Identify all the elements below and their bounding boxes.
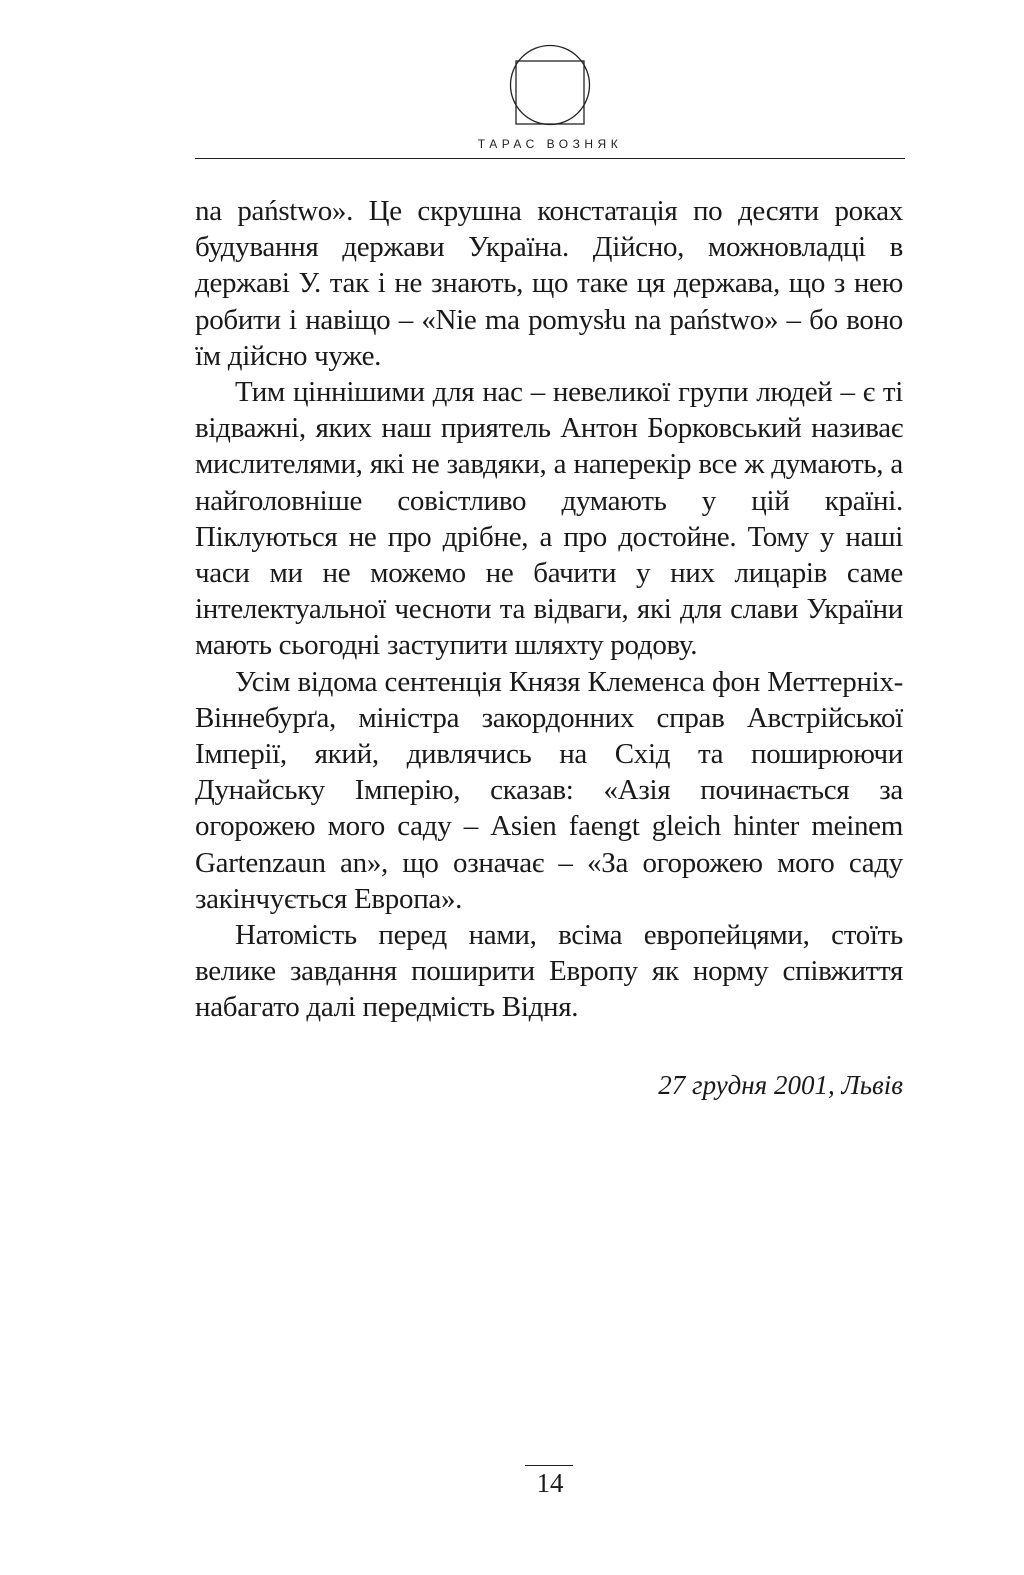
series-logo-icon — [509, 44, 591, 126]
date-place-signature: 27 грудня 2001, Львів — [658, 1070, 903, 1100]
paragraph-3: Усім відома сентенція Князя Клеменса фон Меттерніх-Віннебурґа, міністра закордонних справ Австрійської Імперії, який, дивлячись на Схід та поширюючи Дунайську Імперію, сказав: «Азія починається за огорожею мого саду – Asien faengt gleich hinter meinem Gartenzaun an», що означає – «За огорожею мого саду закінчується Европа». — [195, 665, 903, 915]
paragraph-4: Натомість перед нами, всіма европейцями, стоїть велике завдання поширити Европу як норму співжиття набагато далі передмість Відня. — [195, 919, 903, 1024]
paragraph-1: na państwo». Це скрушна констатація по десяти роках будування держави Україна. Дійсно, можновладці в державі У. так і не знають, що таке ця держава, що з нею робити і навіщо – «Nie ma pomysłu na państwo» – бо воно їм дійсно чуже. — [195, 195, 903, 372]
page-number-rule — [525, 1465, 573, 1466]
main-text — [195, 193, 903, 1026]
paragraph-2: Тим ціннішими для нас – невеликої групи людей – є ті відважні, яких наш приятель Антон Борковський називає мислителями, які не завдяки, а наперекір все ж думають, а найголовніше совістливо думають у цій країні. Піклуються не про дрібне, а про достойне. Тому у наші часи ми не можемо не бачити у них лицарів саме інтелектуальної чесноти та відваги, які для слави України мають сьогодні заступити шляхту родову. — [195, 376, 903, 662]
running-head-author: ТАРАС ВОЗНЯК — [477, 137, 623, 151]
header-rule — [195, 158, 905, 159]
page-number: 14 — [536, 1468, 564, 1498]
